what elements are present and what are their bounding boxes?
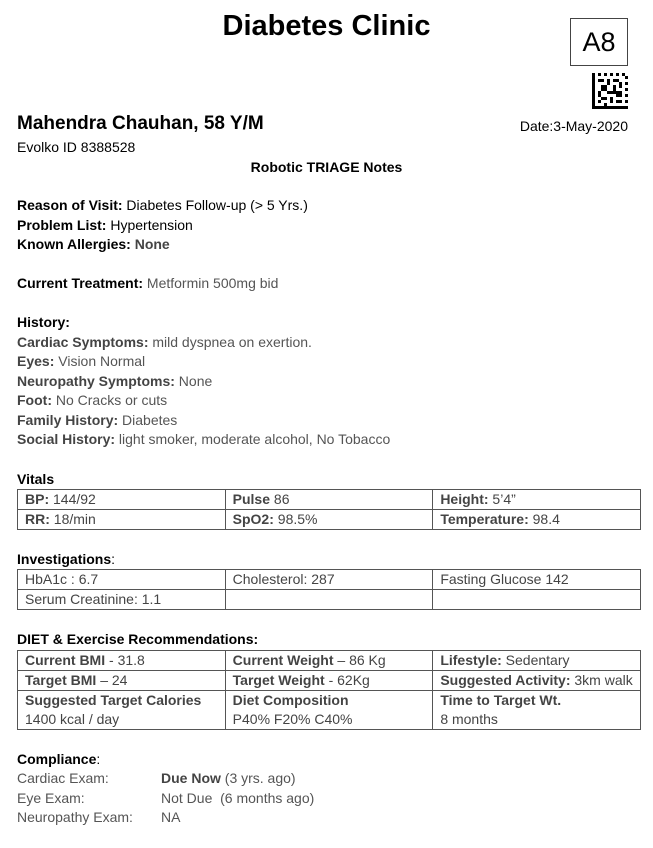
history-item: Family History: Diabetes: [17, 412, 178, 428]
patient-name: Mahendra Chauhan, 58 Y/M: [17, 113, 264, 134]
vital-pulse: Pulse 86: [225, 490, 433, 510]
table-row: [18, 590, 641, 610]
history-heading: History:: [17, 314, 70, 330]
target-calories: Suggested Target Calories 1400 kcal / day: [18, 691, 226, 730]
history-item: Foot: No Cracks or cuts: [17, 392, 168, 408]
known-allergies: Known Allergies: None: [17, 236, 170, 252]
compliance-label: Cardiac Exam:: [17, 770, 109, 786]
compliance-value: Not Due (6 months ago): [161, 790, 315, 806]
time-to-target: Time to Target Wt. 8 months: [433, 691, 641, 730]
investigation-cell: Fasting Glucose 142: [433, 570, 641, 590]
investigations-heading: Investigations:: [17, 551, 116, 567]
visit-date: Date:3-May-2020: [519, 118, 628, 134]
table-row: [18, 691, 641, 730]
current-treatment: Current Treatment: Metformin 500mg bid: [17, 275, 279, 291]
lifestyle: Lifestyle: Sedentary: [433, 651, 641, 671]
table-row: [18, 570, 641, 590]
vital-rr: RR: 18/min: [18, 510, 226, 530]
target-weight: Target Weight - 62Kg: [225, 671, 433, 691]
target-bmi: Target BMI – 24: [18, 671, 226, 691]
table-row: [18, 490, 641, 510]
vitals-table: [17, 489, 641, 530]
table-row: [18, 510, 641, 530]
vital-height: Height: 5’4”: [433, 490, 641, 510]
diet-composition: Diet Composition P40% F20% C40%: [225, 691, 433, 730]
investigation-cell: [225, 590, 433, 610]
history-item: Neuropathy Symptoms: None: [17, 373, 213, 389]
table-row: [18, 651, 641, 671]
investigation-cell: Cholesterol: 287: [225, 570, 433, 590]
notes-subtitle: Robotic TRIAGE Notes: [250, 159, 403, 175]
current-weight: Current Weight – 86 Kg: [225, 651, 433, 671]
current-bmi: Current BMI - 31.8: [18, 651, 226, 671]
vital-temperature: Temperature: 98.4: [433, 510, 641, 530]
compliance-value: NA: [161, 809, 181, 825]
table-row: [18, 671, 641, 691]
compliance-value: Due Now (3 yrs. ago): [161, 770, 296, 786]
diet-table: [17, 650, 641, 730]
suggested-activity: Suggested Activity: 3km walk: [433, 671, 641, 691]
diet-heading: DIET & Exercise Recommendations:: [17, 631, 259, 647]
vital-spo2: SpO2: 98.5%: [225, 510, 433, 530]
vitals-heading: Vitals: [17, 471, 55, 487]
problem-list: Problem List: Hypertension: [17, 217, 193, 233]
investigation-cell: [433, 590, 641, 610]
patient-id: Evolko ID 8388528: [17, 139, 136, 155]
compliance-label: Neuropathy Exam:: [17, 809, 133, 825]
investigation-cell: HbA1c : 6.7: [18, 570, 226, 590]
room-badge: A8: [570, 18, 628, 66]
compliance-heading: Compliance:: [17, 751, 101, 767]
investigations-table: [17, 569, 641, 610]
history-item: Eyes: Vision Normal: [17, 353, 146, 369]
history-item: Cardiac Symptoms: mild dyspnea on exertion.: [17, 334, 312, 350]
history-item: Social History: light smoker, moderate alcohol, No Tobacco: [17, 431, 391, 447]
reason-of-visit: Reason of Visit: Diabetes Follow-up (> 5 Yrs.): [17, 197, 308, 213]
investigation-cell: Serum Creatinine: 1.1: [18, 590, 226, 610]
datamatrix-code-icon: [592, 73, 628, 109]
vital-bp: BP: 144/92: [18, 490, 226, 510]
clinic-title: Diabetes Clinic: [222, 10, 431, 42]
compliance-label: Eye Exam:: [17, 790, 85, 806]
